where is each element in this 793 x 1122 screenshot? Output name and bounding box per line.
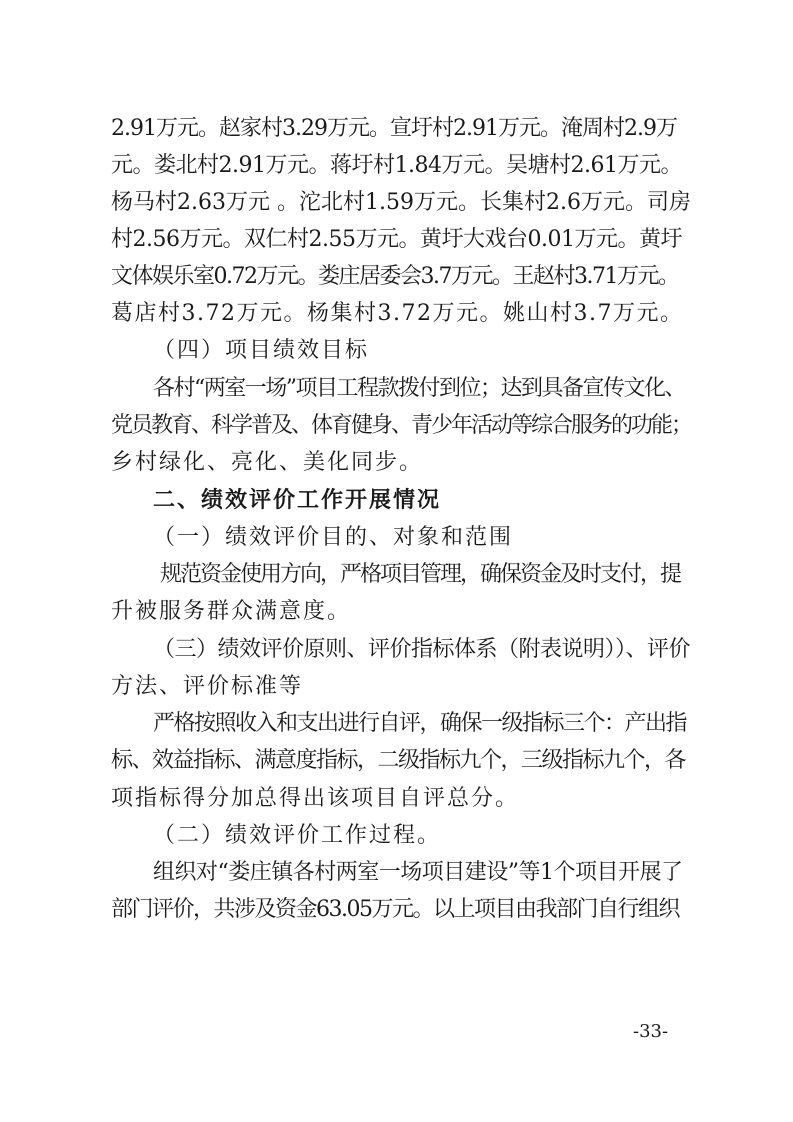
text-line: 方法、评价标准等 — [111, 674, 304, 699]
text-line: 村2.56万元。双仁村2.55万元。黄圩大戏台0.01万元。黄圩 — [111, 227, 682, 252]
text-line: 部门评价，共涉及资金63.05万元。以上项目由我部门自行组织 — [111, 897, 679, 922]
text-line: 升被服务群众满意度。 — [111, 599, 352, 624]
section-heading: 二、绩效评价工作开展情况 — [153, 488, 442, 513]
text-line: 葛店村3.72万元。杨集村3.72万元。姚山村3.7万元。 — [111, 301, 684, 326]
text-line: 标、效益指标、满意度指标，二级指标九个，三级指标九个，各 — [111, 748, 686, 773]
text-line: 元。娄北村2.91万元。蒋圩村1.84万元。吴塘村2.61万元。 — [111, 153, 682, 178]
text-line: 组织对“娄庄镇各村两室一场项目建设”等1个项目开展了 — [153, 860, 683, 885]
text-line: 2.91万元。赵家村3.29万元。宣圩村2.91万元。淹周村2.9万 — [111, 116, 677, 141]
section-subheading: （一）绩效评价目的、对象和范围 — [153, 525, 514, 550]
text-line: 规范资金使用方向，严格项目管理，确保资金及时支付，提 — [160, 562, 681, 587]
text-line: 文体娱乐室0.72万元。娄庄居委会3.7万元。王赵村3.71万元。 — [111, 264, 679, 289]
page-number: -33- — [633, 1021, 669, 1042]
text-line: 党员教育、科学普及、体育健身、青少年活动等综合服务的功能； — [111, 413, 692, 438]
text-line: 各村“两室一场”项目工程款拨付到位；达到具备宣传文化、 — [153, 376, 685, 401]
section-subheading: （四）项目绩效目标 — [153, 338, 370, 363]
section-subheading: （三）绩效评价原则、评价指标体系（附表说明））、评价 — [153, 637, 691, 662]
text-line: 项指标得分加总得出该项目自评总分。 — [111, 786, 520, 811]
text-line: 乡村绿化、亮化、美化同步。 — [111, 450, 424, 475]
text-line: 严格按照收入和支出进行自评，确保一级指标三个：产出指 — [153, 711, 687, 736]
text-line: 杨马村2.63万元 。沱北村1.59万元。长集村2.6万元。司房 — [111, 190, 691, 215]
section-subheading: （二）绩效评价工作过程。 — [153, 823, 442, 848]
